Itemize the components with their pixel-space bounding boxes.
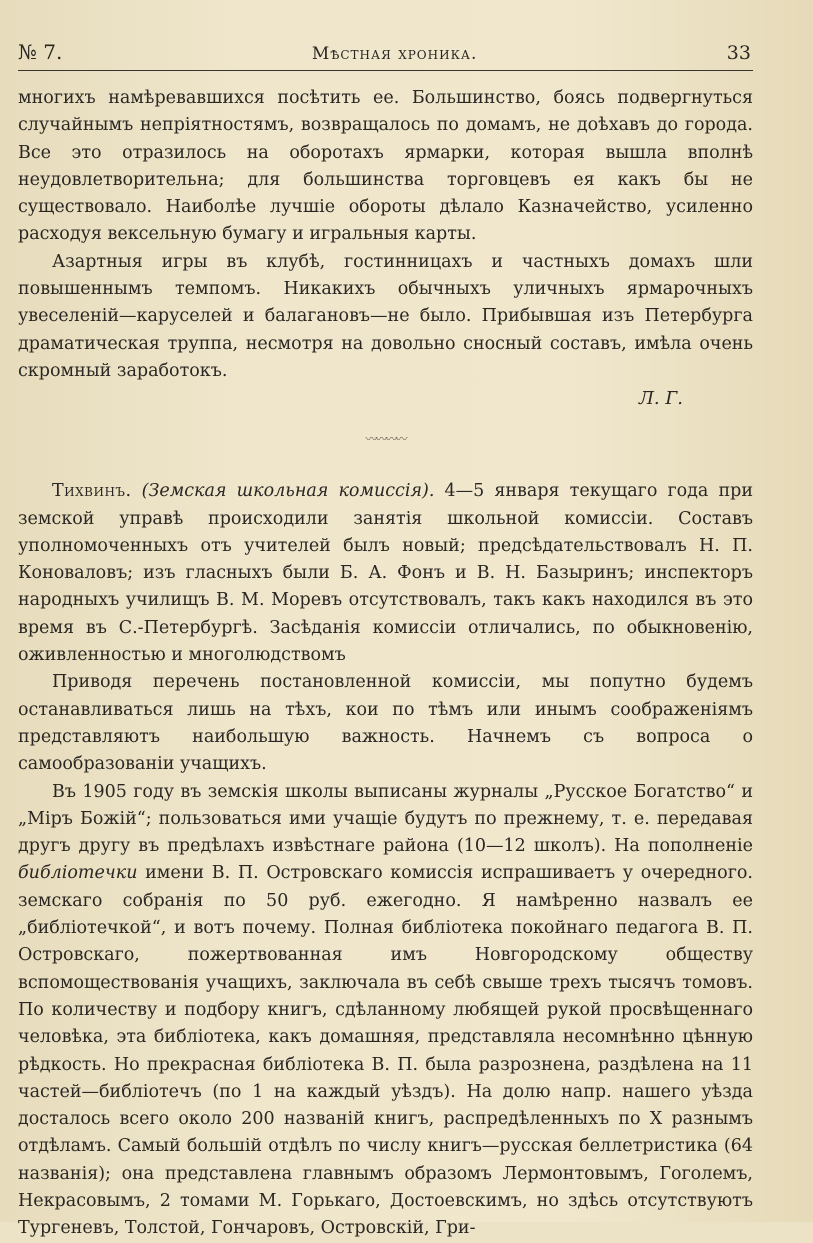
paragraph: Приводя перечень постановленной комиссіи, мы попутно будемъ останавливаться лишь на тѣхъ, кои по тѣмъ или инымъ соображеніямъ представляютъ наибольшую важность. Начнемъ съ вопроса о самообразованіи учащихъ. (18, 672, 753, 775)
issue-number: № 7. (18, 40, 63, 64)
place-heading: Тихвинъ. (52, 481, 132, 502)
body-text (18, 85, 753, 1243)
section-divider: 〰〰〰〰 (365, 432, 406, 447)
header-rule (18, 70, 753, 71)
running-header (18, 40, 753, 70)
paragraph-text: Въ 1905 году въ земскія школы выписаны журналы „Русское Богатство“ и „Міръ Божій“; пользоваться ими учащіе будутъ по прежнему, т. е. передавая другъ другу въ предѣлахъ извѣстнаге района (10—12 школъ). На пополненіе (18, 781, 753, 857)
paragraph-text: имени В. П. Островскаго комиссія испрашиваетъ у очередного. земскаго собранія по 50 руб. ежегодно. Я намѣренно назвалъ ее „библіотечкой“, и вотъ почему. Полная библіотека покойнаго педагога В. П. Островскаго, пожертвованная имъ Новгородскому обществу вспомоществованія учащихъ, заключала въ себѣ свыше трехъ тысячъ томовъ. По количеству и подбору книгъ, сдѣланному любящей рукой просвѣщеннаго человѣка, эта библіотека, какъ домашняя, представляла несомнѣнно цѣнную рѣдкость. Но прекрасная библіотека В. П. была разрознена, раздѣлена на 11 частей—библіотечъ (по 1 на каждый уѣздъ). На долю напр. нашего уѣзда досталось всего около 200 названій книгъ, распредѣленныхъ по X разнымъ отдѣламъ. Самый большій отдѣлъ по числу книгъ—русская беллетристика (64 названія); она представлена главнымъ образомъ Лермонтовымъ, Гоголемъ, Некрасовымъ, 2 томами М. Горькаго, Достоевскимъ, но здѣсь отсутствуютъ Тургеневъ, Толстой, Гончаровъ, Островскій, Гри- (18, 863, 753, 1239)
paragraph (18, 478, 753, 669)
emphasis-text: библіотечки (18, 863, 138, 884)
section-title: Мѣстная хроника. (311, 44, 478, 64)
topic-heading: (Земская школьная комиссія). (141, 481, 435, 502)
page-number: 33 (726, 42, 751, 64)
paragraph (18, 779, 753, 1243)
paragraph: многихъ намѣревавшихся посѣтить ее. Большинство, боясь подвергнуться случайнымъ непріятностямъ, возвращалось по домамъ, не доѣхавъ до города. Все это отразилось на оборотахъ ярмарки, которая вышла вполнѣ неудовлетворительна; для большинства торговцевъ ея какъ бы не существовало. Наиболѣе лучшіе обороты дѣлало Казначейство, усиленно расходуя вексельную бумагу и игральныя карты. (18, 88, 753, 245)
author-signature: Л. Г. (638, 388, 683, 410)
paragraph: Азартныя игры въ клубѣ, гостинницахъ и частныхъ домахъ шли повышеннымъ темпомъ. Никакихъ обычныхъ уличныхъ ярмарочныхъ увеселеній—каруселей и балагановъ—не было. Прибывшая изъ Петербурга драматическая труппа, несмотря на довольно сносный составъ, имѣла очень скромный заработокъ. (18, 251, 753, 381)
paragraph-text: 4—5 января текущаго года при земской управѣ происходили занятія школьной комиссіи. Составъ уполномоченныхъ отъ учителей былъ новый; предсѣдательствовалъ Н. П. Коноваловъ; изъ гласныхъ были Б. А. Фонъ и В. Н. Базыринъ; инспекторъ народныхъ училищъ В. М. Моревъ отсутствовалъ, такъ какъ находился въ это время въ С.-Петербургѣ. Засѣданія комиссіи отличались, по обыкновенію, оживленностью и многолюдствомъ (18, 481, 753, 666)
